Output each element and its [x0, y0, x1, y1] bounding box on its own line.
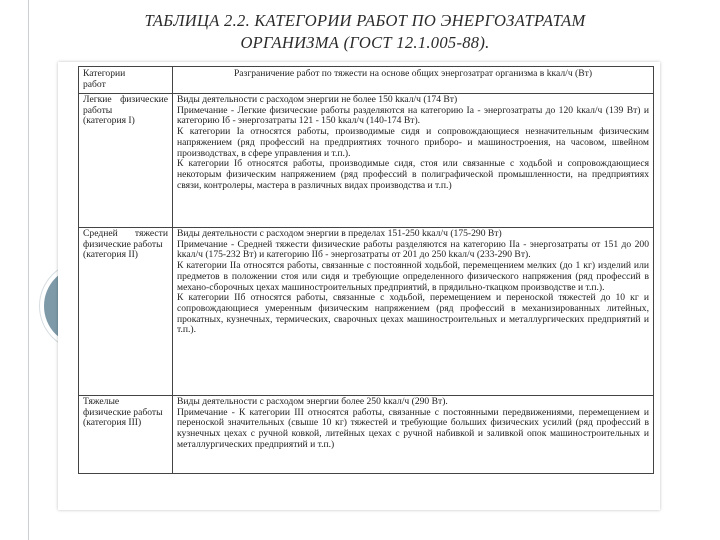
- table-row: [79, 228, 654, 396]
- description-cell: Виды деятельности с расходом энергии более 250 kкал/ч (290 Вт). Примечание - К категории III относятся работы, связанные с постоянными передвижениями, перемещением и переноской значительных (свыше 10 кг) тяжестей и требующие больших физических усилий (ряд профессий в кузнечных цехах с ручной ковкой, литейных цехах с ручной набивкой и заливкой опок машиностроительных и металлургических предприятий и т.п.): [173, 396, 654, 474]
- table-row: [79, 94, 654, 228]
- category-cell: Тяжелые физические работы (категория III): [79, 396, 173, 474]
- table-image-panel: [58, 62, 660, 510]
- header-description: Разграничение работ по тяжести на основе общих энергозатрат организма в kкал/ч (Вт): [173, 67, 654, 94]
- table-row: [79, 396, 654, 474]
- title-line-2: ОРГАНИЗМА (ГОСТ 12.1.005-88).: [240, 33, 490, 52]
- header-category: Категории работ: [79, 67, 173, 94]
- description-cell: Виды деятельности с расходом энергии не более 150 kкал/ч (174 Вт) Примечание - Легкие физические работы разделяются на категорию Ia - энергозатраты до 120 kкал/ч (139 Вт) и категорию Iб - энергозатраты 121 - 150 kкал/ч (140-174 Вт). К категории Ia относятся работы, производимые сидя и сопровождающиеся незначительным физическим напряжением (ряд профессий на предприятиях точного приборо- и машиностроения, на часовом, швейном производствах, в сфере управления и т.п.). К категории Iб относятся работы, производимые сидя, стоя или связанные с ходьбой и сопровождающиеся некоторым физическим напряжением (ряд профессий в полиграфической промышленности, на предприятиях связи, контролеры, мастера в различных видах производства и т.п.): [173, 94, 654, 228]
- category-cell: Средней тяжести физические работы (категория II): [79, 228, 173, 396]
- work-categories-table: [78, 66, 654, 474]
- slide-border-line: [28, 0, 29, 540]
- title-line-1: ТАБЛИЦА 2.2. КАТЕГОРИИ РАБОТ ПО ЭНЕРГОЗАТРАТАМ: [144, 11, 586, 30]
- category-cell: Легкие физические работы (категория I): [79, 94, 173, 228]
- slide-title: [80, 10, 650, 54]
- table-header-row: [79, 67, 654, 94]
- description-cell: Виды деятельности с расходом энергии в пределах 151-250 kкал/ч (175-290 Вт) Примечание - Средней тяжести физические работы разделяются на категорию IIa - энергозатраты от 151 до 200 kкал/ч (175-232 Вт) и категорию IIб - энергозатраты от 201 до 250 kкал/ч (233-290 Вт). К категории IIa относятся работы, связанные с постоянной ходьбой, перемещением мелких (до 1 кг) изделий или предметов в положении стоя или сидя и требующие определенного физического напряжения (ряд профессий в механо-сборочных цехах машиностроительных предприятий, в прядильно-ткацком производстве и т.п.). К категории IIб относятся работы, связанные с ходьбой, перемещением и переноской тяжестей до 10 кг и сопровождающиеся умеренным физическим напряжением (ряд профессий в механизированных литейных, прокатных, кузнечных, термических, сварочных цехах машиностроительных и металлургических предприятий и т.п.).: [173, 228, 654, 396]
